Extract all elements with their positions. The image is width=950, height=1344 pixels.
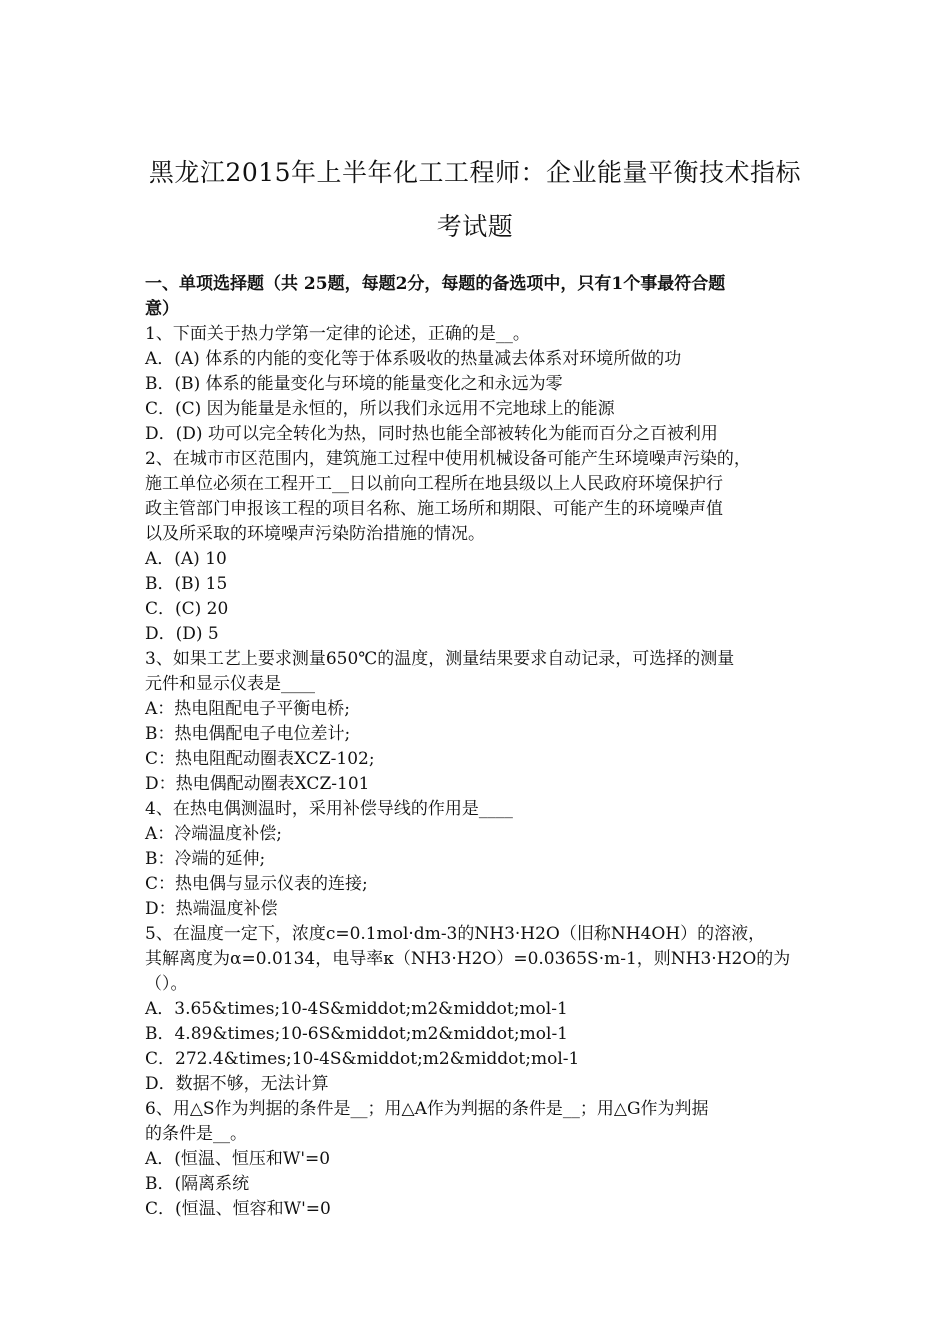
question-stem-line: 4、在热电偶测温时，采用补偿导线的作用是____ (145, 799, 513, 819)
answer-option: C．(C) 因为能量是永恒的，所以我们永远用不完地球上的能源 (145, 399, 615, 419)
question-stem-line: 其解离度为α=0.0134，电导率κ（NH3·H2O）=0.0365S·m-1，则NH3·H2O的为 (145, 949, 791, 969)
answer-option: B：冷端的延伸; (145, 849, 266, 869)
section-heading (145, 272, 825, 322)
answer-option: A．3.65&times;10-4S&middot;m2&middot;mol-1 (145, 999, 568, 1019)
question-stem-line: 2、在城市市区范围内，建筑施工过程中使用机械设备可能产生环境噪声污染的， (145, 449, 751, 469)
question-stem-line: 5、在温度一定下，浓度c=0.1mol·dm-3的NH3·H2O（旧称NH4OH）的溶液， (145, 924, 766, 944)
question-block (145, 797, 825, 922)
answer-option: D：热电偶配动圈表XCZ-101 (145, 774, 370, 794)
document-body (145, 272, 825, 1222)
answer-option: C：热电偶与显示仪表的连接; (145, 874, 368, 894)
answer-option: C．(恒温、恒容和W'=0 (145, 1199, 331, 1219)
answer-option: C．(C) 20 (145, 599, 229, 619)
answer-option: D：热端温度补偿 (145, 899, 278, 919)
document-title (100, 146, 850, 254)
question-block (145, 647, 825, 797)
question-stem-line: 施工单位必须在工程开工__日以前向工程所在地县级以上人民政府环境保护行 (145, 474, 723, 494)
answer-option: A：热电阻配电子平衡电桥; (145, 699, 351, 719)
question-stem-line: 元件和显示仪表是____ (145, 674, 315, 694)
answer-option: A．(恒温、恒压和W'=0 (145, 1149, 331, 1169)
answer-option: A．(A) 体系的内能的变化等于体系吸收的热量减去体系对环境所做的功 (145, 349, 682, 369)
question-stem-line: 以及所采取的环境噪声污染防治措施的情况。 (145, 524, 485, 544)
answer-option: B．(隔离系统 (145, 1174, 250, 1194)
question-block (145, 322, 825, 447)
answer-option: C．272.4&times;10-4S&middot;m2&middot;mol-1 (145, 1049, 580, 1069)
section-heading-line-1: 一、单项选择题（共 25题，每题2分，每题的备选项中，只有1个事最符合题 (145, 274, 726, 294)
question-stem-line: 6、用△S作为判据的条件是__；用△A作为判据的条件是__；用△G作为判据 (145, 1099, 709, 1119)
answer-option: D．数据不够，无法计算 (145, 1074, 329, 1094)
section-heading-line-2: 意） (145, 299, 179, 319)
answer-option: C：热电阻配动圈表XCZ-102; (145, 749, 375, 769)
answer-option: D．(D) 功可以完全转化为热，同时热也能全部被转化为能而百分之百被利用 (145, 424, 718, 444)
question-block (145, 1097, 825, 1222)
title-line-1: 黑龙江2015年上半年化工工程师：企业能量平衡技术指标 (148, 158, 802, 187)
answer-option: B．(B) 体系的能量变化与环境的能量变化之和永远为零 (145, 374, 563, 394)
answer-option: A．(A) 10 (145, 549, 227, 569)
answer-option: B．(B) 15 (145, 574, 228, 594)
question-block (145, 447, 825, 647)
question-stem-line: 1、下面关于热力学第一定律的论述，正确的是__。 (145, 324, 530, 344)
answer-option: D．(D) 5 (145, 624, 219, 644)
question-stem-line: （）。 (145, 974, 188, 994)
question-block (145, 922, 825, 1097)
question-stem-line: 的条件是__。 (145, 1124, 247, 1144)
answer-option: A：冷端温度补偿; (145, 824, 283, 844)
answer-option: B．4.89&times;10-6S&middot;m2&middot;mol-1 (145, 1024, 568, 1044)
question-list (145, 322, 825, 1222)
title-line-2: 考试题 (436, 212, 514, 241)
question-stem-line: 政主管部门申报该工程的项目名称、施工场所和期限、可能产生的环境噪声值 (145, 499, 723, 519)
answer-option: B：热电偶配电子电位差计; (145, 724, 351, 744)
question-stem-line: 3、如果工艺上要求测量650℃的温度，测量结果要求自动记录，可选择的测量 (145, 649, 735, 669)
